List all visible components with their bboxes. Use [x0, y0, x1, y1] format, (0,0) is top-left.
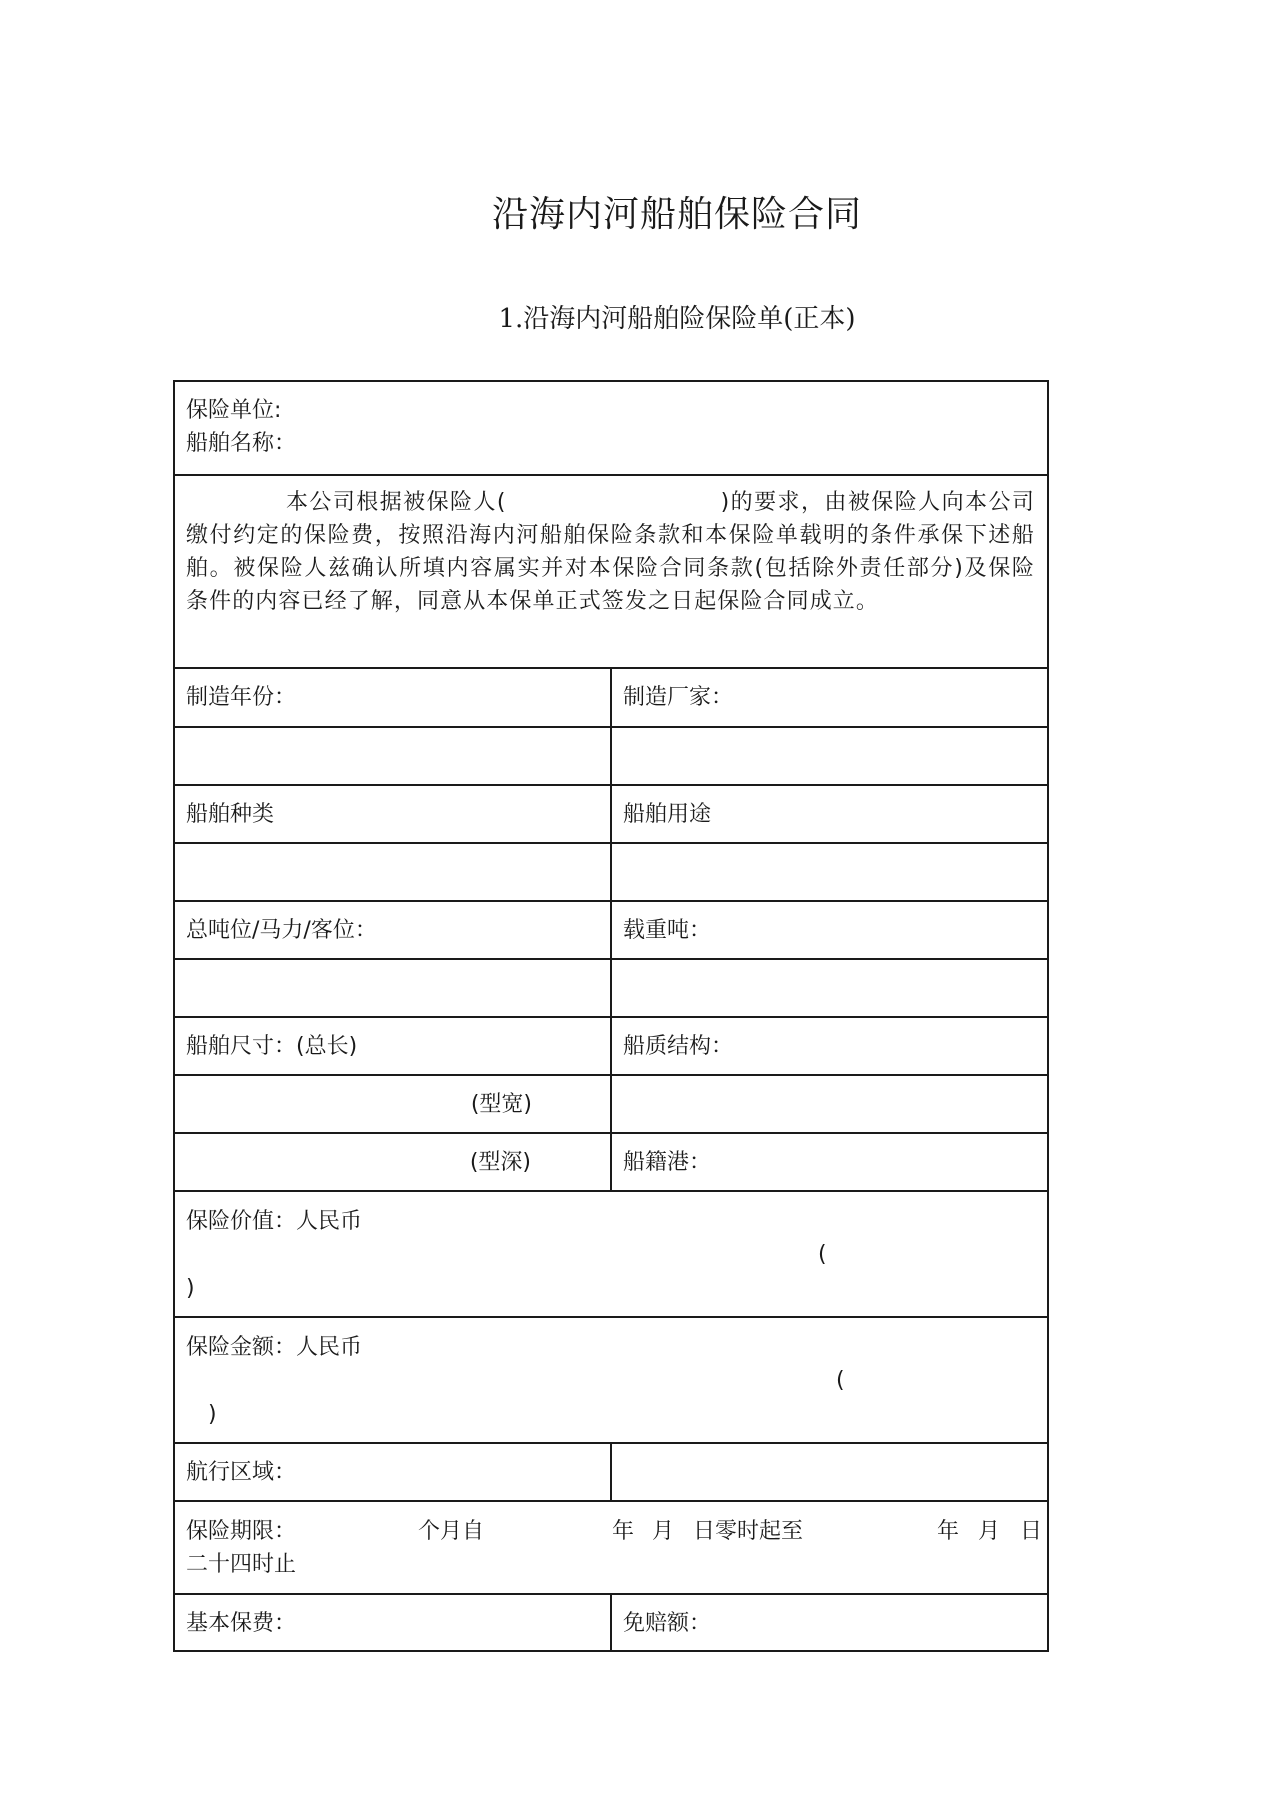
clause-row: [175, 476, 1047, 669]
base-premium-label: 基本保费：: [175, 1595, 612, 1652]
period-months: 个月自: [418, 1519, 485, 1544]
period-year-2: 年: [937, 1519, 960, 1544]
insured-amount-close-paren: ): [208, 1402, 217, 1427]
period-year-1: 年: [612, 1519, 635, 1544]
clause-part-2: )的要求，由被保险人向本公司缴付约定的保险费，按照沿海内河船舶保险条款和本保险单载明的条件承保下述船舶。被保险人兹确认所填内容属实并对本保险合同条款(包括除外责任部分)及保险条件的内容已经了解，同意从本保单正式签发之日起保险合同成立。: [186, 490, 1035, 614]
hull-structure-label: 船质结构：: [623, 1033, 734, 1059]
port-of-registry-label: 船籍港：: [623, 1149, 712, 1175]
insurance-period-row: [175, 1502, 1047, 1595]
insured-value-cell: [175, 1192, 1047, 1316]
insured-info-cell: [175, 382, 1047, 474]
insured-amount-row: [175, 1318, 1047, 1444]
clause-paragraph: [175, 476, 1047, 667]
dimension-length-row: [175, 1018, 1047, 1076]
premium-row: [175, 1595, 1047, 1652]
ship-use-value[interactable]: [612, 844, 1047, 900]
period-day-2: 日: [1020, 1519, 1043, 1544]
dimension-breadth-row: [175, 1076, 1047, 1134]
insured-value-close-paren: ): [186, 1276, 195, 1301]
ship-name-label: 船舶名称：: [186, 431, 297, 456]
deductible-label: 免赔额：: [623, 1611, 712, 1636]
build-year-row: [175, 669, 1047, 728]
dimension-breadth-label: (型宽): [175, 1076, 612, 1132]
insured-value-label: 保险价值：人民币: [186, 1209, 363, 1234]
insurance-policy-form: [173, 380, 1049, 1652]
insured-unit-label: 保险单位:: [186, 398, 282, 423]
insured-info-row: [175, 382, 1047, 476]
insured-value-row: [175, 1192, 1047, 1318]
navigation-area-label: 航行区域：: [175, 1444, 612, 1500]
deadweight-label: 载重吨：: [623, 917, 712, 943]
build-year-value[interactable]: [175, 728, 612, 784]
period-month-1: 月: [652, 1519, 675, 1544]
insured-amount-open-paren: (: [836, 1368, 845, 1393]
period-day-from: 日零时起至: [693, 1519, 804, 1544]
manufacturer-label: 制造厂家：: [623, 685, 734, 710]
ship-use-label: 船舶用途: [623, 801, 712, 827]
insurance-period-cell: [175, 1502, 1047, 1593]
build-year-label: 制造年份：: [175, 669, 612, 726]
ship-type-value-row: [175, 844, 1047, 902]
ship-type-value[interactable]: [175, 844, 612, 900]
tonnage-label: 总吨位/马力/客位：: [175, 902, 612, 958]
navigation-area-row: [175, 1444, 1047, 1502]
build-year-value-row: [175, 728, 1047, 786]
deadweight-value[interactable]: [612, 960, 1047, 1016]
tonnage-value-row: [175, 960, 1047, 1018]
manufacturer-value[interactable]: [612, 728, 1047, 784]
dimension-depth-label: (型深): [175, 1134, 612, 1190]
period-end: 二十四时止: [186, 1552, 297, 1577]
document-title: 沿海内河船舶保险合同: [491, 194, 862, 235]
dimension-length-label: 船舶尺寸：(总长): [175, 1018, 612, 1074]
ship-type-label: 船舶种类: [175, 786, 612, 842]
navigation-area-value[interactable]: [612, 1444, 1047, 1500]
clause-part-1: 本公司根据被保险人(: [286, 490, 507, 515]
insured-amount-cell: [175, 1318, 1047, 1442]
hull-structure-value[interactable]: [612, 1076, 1047, 1132]
period-month-2: 月: [978, 1519, 1001, 1544]
period-label: 保险期限：: [186, 1519, 297, 1544]
insured-value-open-paren: (: [818, 1242, 827, 1267]
tonnage-value[interactable]: [175, 960, 612, 1016]
insured-amount-label: 保险金额：人民币: [186, 1335, 363, 1360]
dimension-depth-row: [175, 1134, 1047, 1192]
document-subtitle: 1.沿海内河船舶险保险单(正本): [498, 304, 856, 334]
ship-type-row: [175, 786, 1047, 844]
tonnage-row: [175, 902, 1047, 960]
